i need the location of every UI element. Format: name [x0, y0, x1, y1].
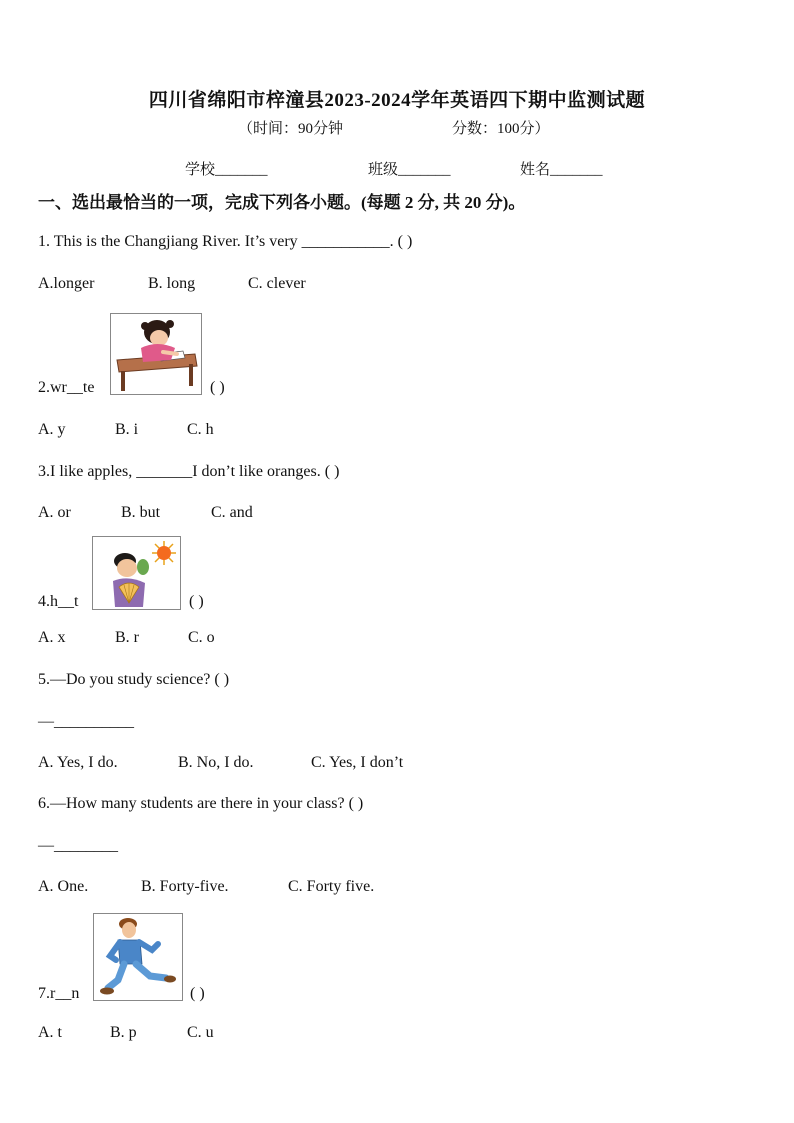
q5-option-b: B. No, I do.: [178, 754, 254, 771]
q4-answer-bracket: ( ): [189, 593, 204, 610]
q2-answer-bracket: ( ): [210, 379, 225, 396]
q2-option-c: C. h: [187, 421, 214, 438]
q6-option-b: B. Forty-five.: [141, 878, 229, 895]
q5-option-c: C. Yes, I don’t: [311, 754, 404, 771]
q5-option-a: A. Yes, I do.: [38, 754, 118, 771]
question-2: 2.wr__te: [38, 379, 95, 396]
section-heading: 一、选出最恰当的一项，完成下列各小题。(每题 2 分, 共 20 分)。: [38, 193, 526, 212]
q5-answer-line: —__________: [38, 713, 134, 730]
q3-option-a: A. or: [38, 504, 71, 521]
question-3: 3.I like apples, _______I don’t like oranges. ( ): [38, 463, 340, 480]
q6-option-c: C. Forty five.: [288, 878, 375, 895]
girl-writing-picture: [110, 313, 202, 395]
q3-option-c: C. and: [211, 504, 253, 521]
question-4: 4.h__t: [38, 593, 79, 610]
exam-score: 分数：100分）: [452, 121, 550, 137]
page-title: 四川省绵阳市梓潼县2023-2024学年英语四下期中监测试题: [148, 90, 646, 111]
q6-option-a: A. One.: [38, 878, 89, 895]
q6-answer-line: —________: [38, 837, 118, 854]
exam-time: （时间：90分钟: [238, 121, 344, 137]
boy-fanning-picture: [92, 536, 181, 610]
q7-option-b: B. p: [110, 1024, 137, 1041]
q1-option-a: A.longer: [38, 275, 95, 292]
q7-answer-bracket: ( ): [190, 985, 205, 1002]
q4-option-c: C. o: [188, 629, 215, 646]
question-6: 6.—How many students are there in your class? ( ): [38, 795, 364, 812]
q4-option-b: B. r: [115, 629, 139, 646]
girl-writing-icon: [111, 314, 201, 394]
q2-option-b: B. i: [115, 421, 139, 438]
class-field: 班级_______: [368, 162, 451, 178]
q1-option-c: C. clever: [248, 275, 306, 292]
boy-running-icon: [94, 914, 182, 1000]
name-field: 姓名_______: [520, 162, 603, 178]
q2-option-a: A. y: [38, 421, 66, 438]
q3-option-b: B. but: [121, 504, 161, 521]
school-field: 学校_______: [185, 162, 268, 178]
q4-option-a: A. x: [38, 629, 66, 646]
q1-option-b: B. long: [148, 275, 196, 292]
boy-fanning-icon: [93, 537, 180, 609]
question-7: 7.r__n: [38, 985, 80, 1002]
boy-running-picture: [93, 913, 183, 1001]
q7-option-a: A. t: [38, 1024, 62, 1041]
q7-option-c: C. u: [187, 1024, 214, 1041]
question-5: 5.—Do you study science? ( ): [38, 671, 230, 688]
question-1: 1. This is the Changjiang River. It’s very ___________. ( ): [38, 233, 413, 250]
